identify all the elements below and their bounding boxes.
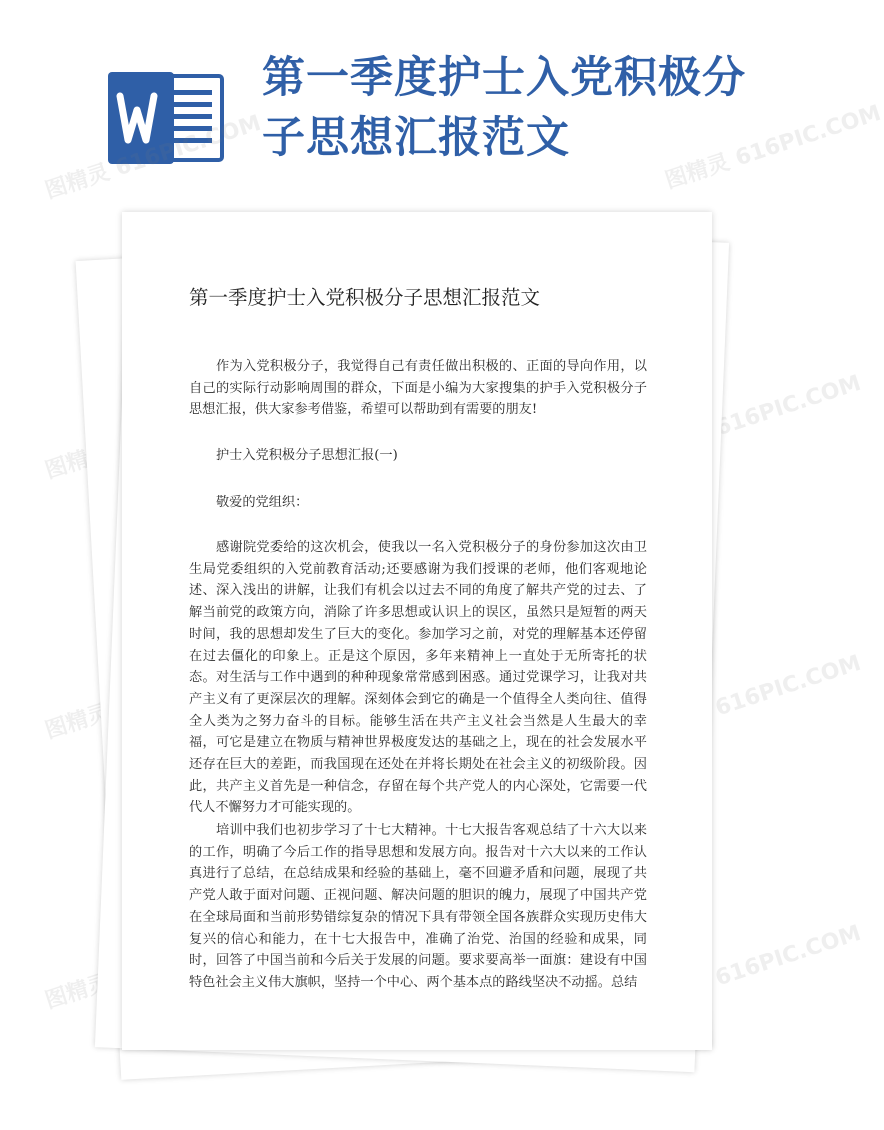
- document-page: [122, 212, 712, 1050]
- header-banner: [0, 0, 800, 215]
- watermark-text: 图精灵: [42, 159, 113, 205]
- watermark-text: 图精灵: [42, 969, 113, 1015]
- header-title: 第一季度护士入党积极分子思想汇报范文: [262, 53, 746, 163]
- section-heading: 护士入党积极分子思想汇报(一): [216, 448, 398, 463]
- body-paragraph-2: 培训中我们也初步学习了十七大精神。十七大报告客观总结了十六大以来的工作，明确了今后工作的指导思想和发展方向。报告对十六大以来的工作认真进行了总结，在总结成果和经验的基础上，毫不回避矛盾和问题，展现了共产党人敢于面对问题、正视问题、解决问题的胆识的魄力，展现了中国共产党在全球局面和当前形势错综复杂的情况下具有带领全国各族群众实现历史伟大复兴的信心和能力，在十七大报告中，准确了治党、治国的经验和成果，同时，回答了中国当前和今后关于发展的问题。要求要高举一面旗：建设有中国特色社会主义伟大旗帜，坚持一个中心、两个基本点的路线坚决不动摇。总结: [189, 823, 647, 990]
- watermark-text: 图精灵 616PIC.COM: [642, 920, 865, 1015]
- watermark-text: 图精灵 616PIC.COM: [662, 100, 884, 195]
- body-paragraph-1: 感谢院党委给的这次机会，使我以一名入党积极分子的身份参加这次由卫生局党委组织的入党前教育活动;还要感谢为我们授课的老师，他们客观地论述、深入浅出的讲解，让我们有机会以过去不同的角度了解共产党的过去、了解当前党的政策方向，消除了许多思想或认识上的误区，虽然只是短暂的两天时间，我的思想却发生了巨大的变化。参加学习之前，对党的理解基本还停留在过去僵化的印象上。正是这个原因，多年来精神上一直处于无所寄托的状态。对生活与工作中遇到的种种现象常常感到困惑。通过党课学习，让我对共产主义有了更深层次的理解。深刻体会到它的确是一个值得全人类向往、值得全人类为之努力奋斗的目标。能够生活在共产主义社会当然是人生最大的幸福，可它是建立在物质与精神世界极度发达的基础之上，现在的社会发展水平还存在巨大的差距，而我国现在还处在并将长期处在社会主义的初级阶段。因此，共产主义首先是一种信念，存留在每个共产党人的内心深处，它需要一代代人不懈努力才可能实现的。: [189, 540, 647, 816]
- word-document-icon: [108, 72, 226, 164]
- document-title: 第一季度护士入党积极分子思想汇报范文: [189, 286, 541, 309]
- watermark-text: 图精灵: [42, 699, 113, 745]
- watermark-text: 图精灵: [42, 439, 113, 485]
- watermark-text: 图精灵 616PIC.COM: [642, 370, 865, 465]
- salutation: 敬爱的党组织：: [216, 495, 309, 510]
- watermark-text: 图精灵 616PIC.COM: [642, 650, 865, 745]
- intro-paragraph: 作为入党积极分子，我觉得自己有责任做出积极的、正面的导向作用，以自己的实际行动影响周围的群众，下面是小编为大家搜集的护手入党积极分子思想汇报，供大家参考借鉴，希望可以帮助到有需要的朋友!: [189, 359, 647, 418]
